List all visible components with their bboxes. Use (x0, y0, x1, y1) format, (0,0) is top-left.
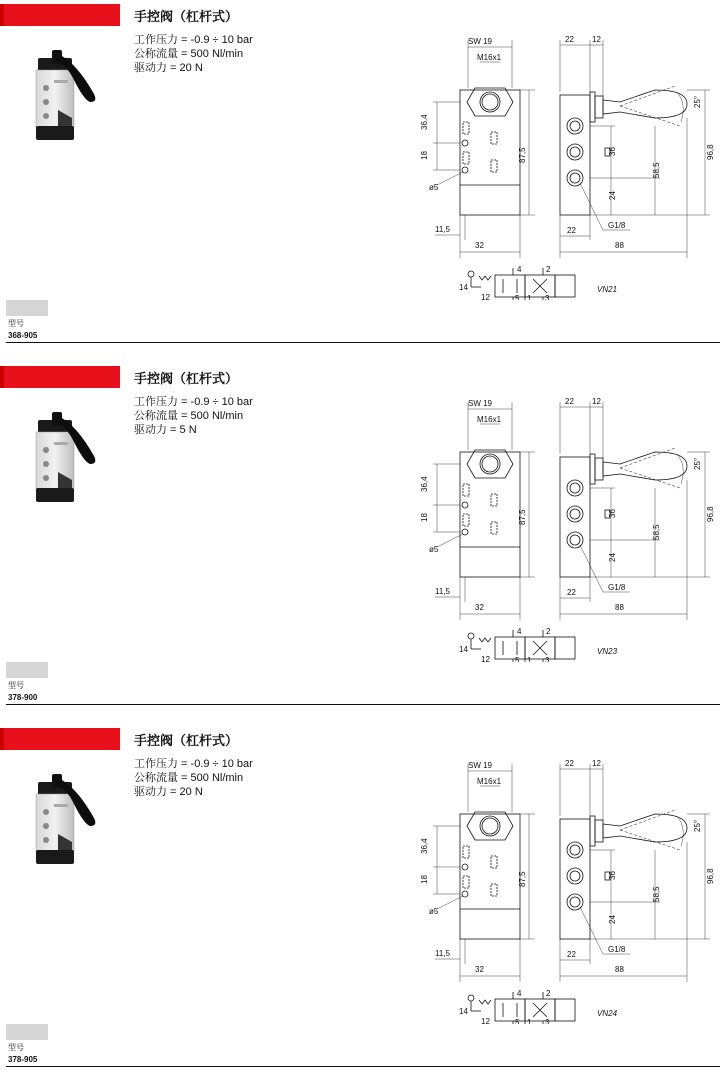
port-14: 14 (459, 1007, 468, 1016)
dim-s1: 36 (608, 147, 617, 156)
symbol-code: VN23 (597, 647, 618, 656)
spec-force: 驱动力 = 5 N (134, 424, 197, 436)
dim-h3: 87,5 (518, 509, 527, 525)
dim-w2: 32 (475, 241, 484, 250)
port-1: 1 (527, 656, 532, 662)
type-code: 368-905 (8, 331, 38, 340)
dim-h1: 36,4 (420, 114, 429, 130)
port-2: 2 (546, 265, 551, 274)
port-5: 5 (515, 656, 520, 662)
port-2: 2 (546, 627, 551, 636)
type-label: 型号 (8, 1043, 24, 1052)
side-view (560, 402, 710, 620)
dim-b2: 88 (615, 603, 624, 612)
dim-h1: 36,4 (420, 476, 429, 492)
dim-h1: 36,4 (420, 838, 429, 854)
spec-flow: 公称流量 = 500 Nl/min (134, 772, 244, 784)
product-title: 手控阀（杠杆式） (134, 733, 239, 748)
spec-pressure: 工作压力 = -0.9 ÷ 10 bar (134, 34, 253, 46)
dim-t2: 12 (592, 397, 601, 406)
dim-h2: 18 (420, 151, 429, 160)
dim-t1: 22 (565, 759, 574, 768)
port-1: 1 (527, 294, 532, 300)
type-label: 型号 (8, 319, 24, 328)
dim-t2: 12 (592, 35, 601, 44)
port-4: 4 (517, 989, 522, 998)
dim-h3: 87,5 (518, 147, 527, 163)
dim-sw: SW 19 (468, 399, 493, 408)
section-divider (6, 704, 720, 705)
spec-pressure: 工作压力 = -0.9 ÷ 10 bar (134, 758, 253, 770)
dim-hole: ø5 (429, 183, 439, 192)
dim-t1: 22 (565, 35, 574, 44)
port-12: 12 (481, 293, 490, 300)
port-12: 12 (481, 655, 490, 662)
valve-photo (28, 40, 118, 150)
type-code: 378-900 (8, 693, 38, 702)
spec-list (134, 757, 253, 799)
dim-w1: 11,5 (435, 949, 450, 958)
dim-s4: 96,8 (706, 144, 715, 160)
red-header-bar (4, 728, 120, 750)
technical-drawing (415, 754, 715, 1024)
dim-port: G1/8 (608, 221, 626, 230)
spec-list (134, 33, 253, 75)
dim-hole: ø5 (429, 545, 439, 554)
port-4: 4 (517, 265, 522, 274)
side-view (560, 764, 710, 982)
side-view (560, 40, 710, 258)
type-box (6, 1024, 48, 1040)
type-box (6, 300, 48, 316)
dim-b2: 88 (615, 965, 624, 974)
symbol-code: VN21 (597, 285, 618, 294)
dim-w1: 11,5 (435, 225, 450, 234)
port-14: 14 (459, 645, 468, 654)
dim-h2: 18 (420, 513, 429, 522)
technical-drawing (415, 30, 715, 300)
red-header-bar (4, 366, 120, 388)
port-5: 5 (515, 294, 520, 300)
technical-drawing (415, 392, 715, 662)
dim-angle: 25° (693, 95, 702, 108)
spec-force: 驱动力 = 20 N (134, 62, 203, 74)
dim-angle: 25° (693, 819, 702, 832)
section-divider (6, 1066, 720, 1067)
dim-sw: SW 19 (468, 37, 493, 46)
valve-photo (28, 402, 118, 512)
spec-force: 驱动力 = 20 N (134, 786, 203, 798)
dim-thread: M16x1 (477, 777, 502, 786)
type-code: 378-905 (8, 1055, 38, 1064)
spec-list (134, 395, 253, 437)
dim-b2: 88 (615, 241, 624, 250)
dim-s2: 24 (608, 191, 617, 200)
dim-w1: 11,5 (435, 587, 450, 596)
port-3: 3 (545, 294, 550, 300)
port-2: 2 (546, 989, 551, 998)
dim-s1: 36 (608, 871, 617, 880)
product-section (0, 724, 723, 1086)
dim-sw: SW 19 (468, 761, 493, 770)
red-header-bar (4, 4, 120, 26)
dim-s3: 58,5 (652, 886, 661, 902)
dim-port: G1/8 (608, 583, 626, 592)
spec-flow: 公称流量 = 500 Nl/min (134, 48, 244, 60)
dim-h3: 87,5 (518, 871, 527, 887)
valve-photo (28, 764, 118, 874)
dim-s3: 58,5 (652, 524, 661, 540)
dim-thread: M16x1 (477, 415, 502, 424)
type-label: 型号 (8, 681, 24, 690)
dim-w2: 32 (475, 965, 484, 974)
product-section (0, 362, 723, 724)
product-title: 手控阀（杠杆式） (134, 371, 239, 386)
dim-hole: ø5 (429, 907, 439, 916)
dim-s4: 96,8 (706, 868, 715, 884)
product-title: 手控阀（杠杆式） (134, 9, 239, 24)
port-4: 4 (517, 627, 522, 636)
dim-thread: M16x1 (477, 53, 502, 62)
dim-h2: 18 (420, 875, 429, 884)
port-3: 3 (545, 1018, 550, 1024)
dim-angle: 25° (693, 457, 702, 470)
dim-b1: 22 (567, 588, 576, 597)
type-box (6, 662, 48, 678)
dim-s2: 24 (608, 915, 617, 924)
dim-t1: 22 (565, 397, 574, 406)
dim-b1: 22 (567, 226, 576, 235)
spec-pressure: 工作压力 = -0.9 ÷ 10 bar (134, 396, 253, 408)
port-3: 3 (545, 656, 550, 662)
port-5: 5 (515, 1018, 520, 1024)
dim-b1: 22 (567, 950, 576, 959)
dim-port: G1/8 (608, 945, 626, 954)
port-1: 1 (527, 1018, 532, 1024)
section-divider (6, 342, 720, 343)
spec-flow: 公称流量 = 500 Nl/min (134, 410, 244, 422)
dim-t2: 12 (592, 759, 601, 768)
dim-s4: 96,8 (706, 506, 715, 522)
port-14: 14 (459, 283, 468, 292)
product-section (0, 0, 723, 362)
port-12: 12 (481, 1017, 490, 1024)
dim-w2: 32 (475, 603, 484, 612)
dim-s3: 58,5 (652, 162, 661, 178)
dim-s1: 36 (608, 509, 617, 518)
dim-s2: 24 (608, 553, 617, 562)
symbol-code: VN24 (597, 1009, 618, 1018)
